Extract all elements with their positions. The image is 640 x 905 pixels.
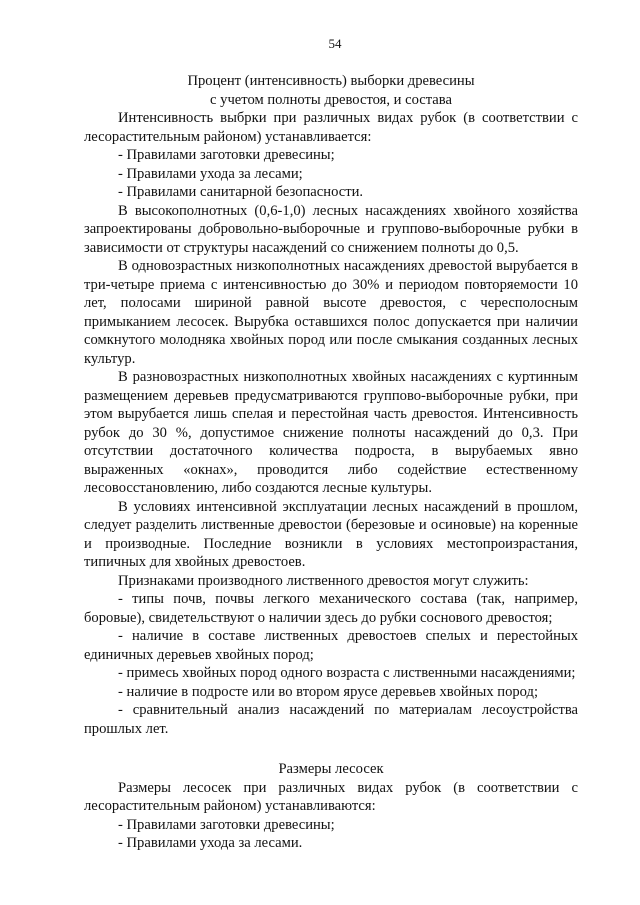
section-title-line-1: Процент (интенсивность) выборки древесины (187, 73, 475, 89)
paragraph-high-density-stands: В высокополнотных (0,6-1,0) лесных насаждениях хвойного хозяйства запроектированы добровольно-выборочные и группово-выборочные рубки в зависимости от структуры насаждений со снижением полноты до 0,5. (84, 202, 578, 256)
document-page (84, 36, 578, 853)
list-item-care-rules-2: - Правилами ухода за лесами. (118, 835, 303, 851)
paragraph-even-aged-stands: В одновозрастных низкополнотных насаждениях древостой вырубается в три-четыре приема с интенсивностью до 30% и периодом повторяемости 10 лет, полосами шириной равной высоте древостоя, с чересполосным примыканием лесосек. Вырубка оставшихся полос допускается при наличии сомкнутого молодняка хвойных пород или после смыкания созданных лесных культур. (84, 258, 578, 367)
section-title-line-2: с учетом полноты древостоя, и состава (210, 91, 452, 108)
list-item-overmature-trees: - наличие в составе лиственных древостоев спелых и перестойных единичных деревьев хвойных пород; (84, 628, 578, 663)
list-item-sanitary-rules: - Правилами санитарной безопасности. (118, 184, 364, 200)
section-title-cutting-areas: Размеры лесосек (278, 761, 384, 777)
paragraph-intensity-intro: Интенсивность выбрки при различных видах рубок (в соответствии с лесорастительным районом) устанавливается: (84, 110, 578, 145)
paragraph-cutting-area-sizes: Размеры лесосек при различных видах рубок (в соответствии с лесорастительным районом) устанавливаются: (84, 779, 578, 814)
list-item-soil-types: - типы почв, почвы легкого механического состава (так, например, боровые), свидетельствуют о наличии здесь до рубки соснового древостоя; (84, 591, 578, 626)
paragraph-uneven-aged-stands: В разновозрастных низкополнотных хвойных насаждениях с куртинным размещением деревьев предусматриваются группово-выборочные рубки, при этом вырубается лишь спелая и перестойная часть древостоя. Интенсивность рубок до 30 %, допустимое снижение полноты насаждений до 0,3. При отсутствии достаточного количества подроста, в вырубаемых явно выраженных «окнах», проводится либо содействие естественному лесовосстановлению, либо создаются лесные культуры. (84, 369, 578, 496)
list-item-comparative-analysis: - сравнительный анализ насаждений по материалам лесоустройства прошлых лет. (84, 702, 578, 737)
list-item-coniferous-admixture: - примесь хвойных пород одного возраста с лиственными насаждениями; (118, 665, 576, 681)
list-item-harvest-rules: - Правилами заготовки древесины; (118, 147, 335, 163)
list-item-undergrowth: - наличие в подросте или во втором ярусе деревьев хвойных пород; (118, 683, 539, 700)
paragraph-signs-intro: Признаками производного лиственного древостоя могут служить: (118, 572, 529, 589)
paragraph-intensive-exploitation: В условиях интенсивной эксплуатации лесных насаждений в прошлом, следует разделить лиственные древостои (березовые и осиновые) на коренные и производные. Последние возникли в условиях местопроизрастания, типичных для хвойных древостоев. (84, 498, 578, 570)
list-item-harvest-rules-2: - Правилами заготовки древесины; (118, 816, 335, 833)
page-number: 54 (328, 36, 342, 51)
list-item-care-rules: - Правилами ухода за лесами; (118, 165, 303, 182)
